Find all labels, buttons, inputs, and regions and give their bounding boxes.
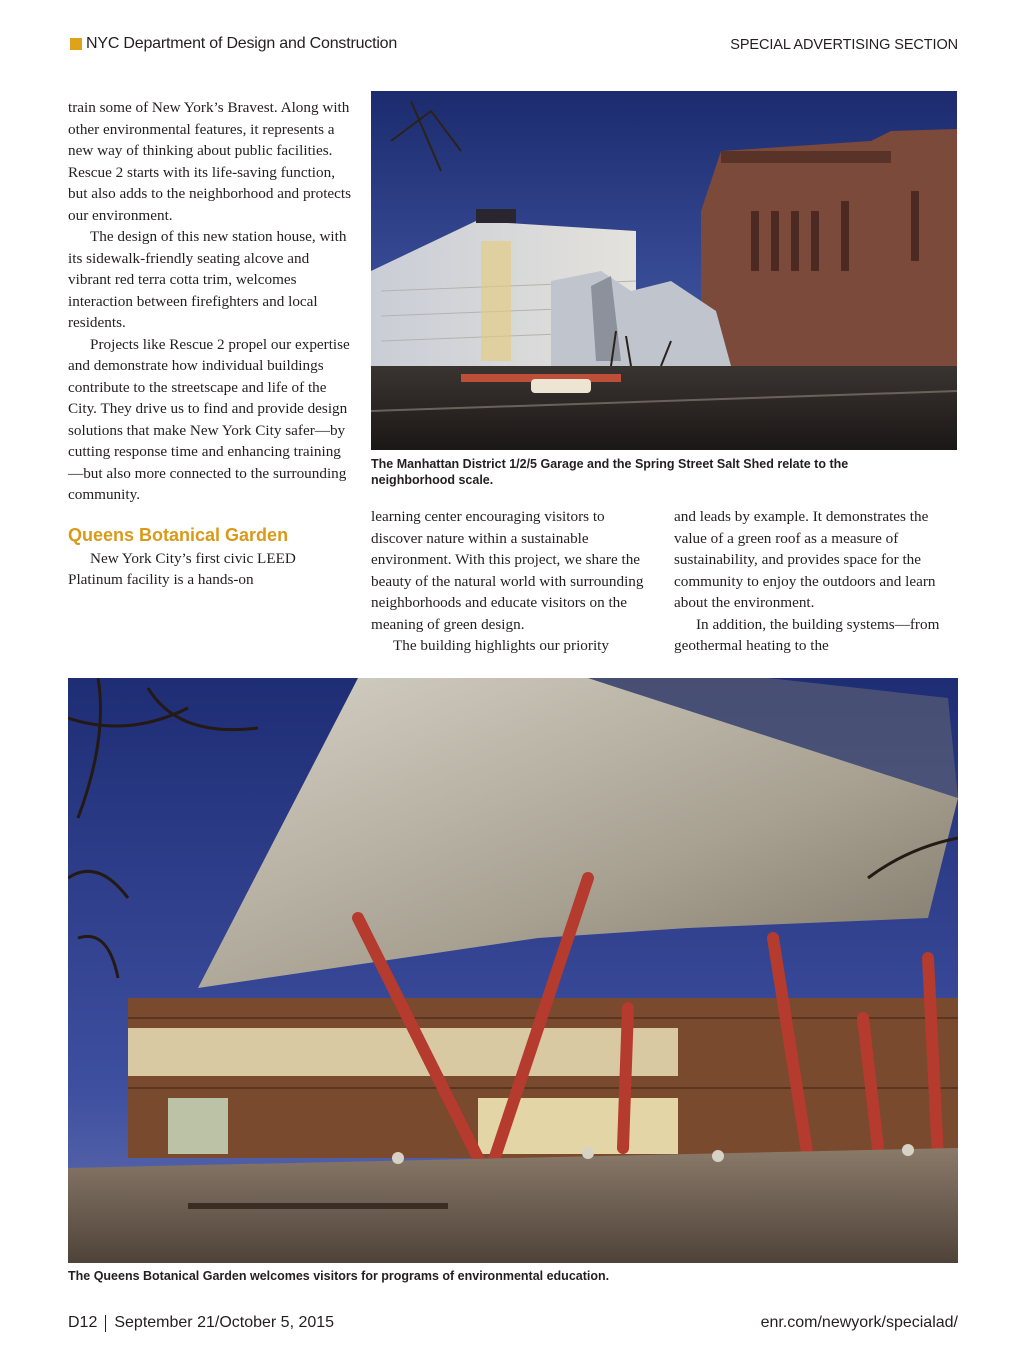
paragraph: learning center encouraging visitors to discover nature within a sustainable environment. With this project, we share the beauty of the natural world with surrounding neighborhoods and educate visitors on the meaning of green design.	[371, 508, 644, 633]
issue-date: September 21/October 5, 2015	[114, 1314, 335, 1331]
garage-photo	[371, 91, 957, 450]
section-label: SPECIAL ADVERTISING SECTION	[730, 37, 958, 53]
botanical-garden-caption: The Queens Botanical Garden welcomes visitors for programs of environmental education.	[68, 1269, 610, 1283]
botanical-garden-photo	[68, 678, 958, 1263]
section-heading: Queens Botanical Garden	[68, 524, 289, 545]
paragraph: New York City’s first civic LEED Platinum facility is a hands-on	[68, 549, 296, 588]
header-accent-square	[70, 38, 82, 50]
page-number: D12	[68, 1314, 98, 1331]
text-column-2	[371, 506, 656, 657]
paragraph: Projects like Rescue 2 propel our expertise and demonstrate how individual buildings contribute to the streetscape and life of the City. They drive us to find and provide design solutions that make New York City safer—by cutting response time and enhancing training—but also more connected to the surrounding community.	[68, 335, 350, 503]
header-publisher	[70, 35, 397, 53]
text-column-3	[674, 506, 959, 657]
footer-url[interactable]: enr.com/newyork/specialad/	[760, 1314, 958, 1331]
paragraph: In addition, the building systems—from geothermal heating to the	[674, 615, 940, 654]
paragraph: and leads by example. It demonstrates the value of a green roof as a measure of sustainability, and provides space for the community to enjoy the outdoors and learn about the environment.	[674, 508, 936, 611]
paragraph: The building highlights our priority	[393, 637, 609, 654]
footer-divider	[105, 1315, 106, 1332]
garage-photo-caption: The Manhattan District 1/2/5 Garage and the Spring Street Salt Shed relate to the neighborhood scale.	[371, 457, 849, 487]
paragraph: The design of this new station house, with its sidewalk-friendly seating alcove and vibrant red terra cotta trim, welcomes interaction between firefighters and local residents.	[68, 228, 347, 331]
footer-left	[68, 1314, 334, 1332]
paragraph: train some of New York’s Bravest. Along with other environmental features, it represents a new way of thinking about public facilities. Rescue 2 starts with its life-saving function, but also adds to the neighborhood and protects our environment.	[68, 99, 352, 224]
text-column-1	[68, 97, 353, 591]
publisher-name: NYC Department of Design and Construction	[86, 35, 398, 52]
